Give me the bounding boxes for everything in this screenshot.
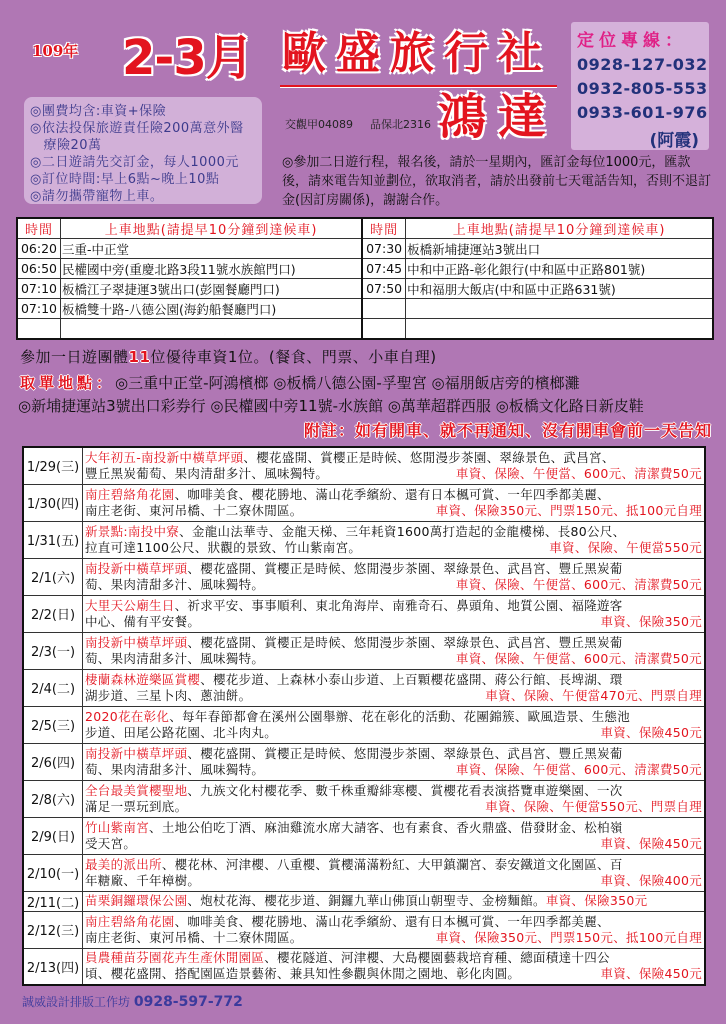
hotline-phone-3[interactable]: 0933-601-976 bbox=[577, 103, 708, 122]
hotline-phone-1[interactable]: 0928-127-032 bbox=[577, 55, 708, 74]
hotline-phone-2[interactable]: 0932-805-553 bbox=[577, 79, 708, 98]
trip-row bbox=[23, 911, 705, 948]
trip-title: 南投新中橫草坪頭 bbox=[85, 745, 188, 761]
trip-description bbox=[83, 669, 706, 706]
trip-date: 2/1(六) bbox=[23, 558, 83, 595]
two-day-notice: ◎參加二日遊行程，報名後，請於一星期內，匯訂金每位1000元，匯款後，請來電告知並劃位，欲取消者，請於出發前七天電話告知，否則不退訂金(因訂房關係)，謝謝合作。 bbox=[282, 155, 712, 208]
trip-title: 南庄碧絡角花園 bbox=[85, 486, 175, 502]
trip-row bbox=[23, 743, 705, 780]
year-label: 109年 bbox=[32, 42, 79, 60]
trip-desc-line1: 、祈求平安、事事順利、東北角海岸、南雅奇石、鼻頭角、地質公園、福隆遊客 bbox=[174, 597, 623, 613]
pickup-location bbox=[61, 319, 363, 340]
trip-description bbox=[83, 558, 706, 595]
trip-row bbox=[23, 669, 705, 706]
pickup-row bbox=[17, 279, 713, 299]
pickup-time bbox=[17, 319, 61, 340]
trip-row bbox=[23, 521, 705, 558]
trip-title: 全台最美賞櫻聖地 bbox=[85, 782, 188, 798]
designer-name: 誠威設計排版工作坊 bbox=[22, 995, 131, 1009]
trip-desc-line2: 中心、備有平安餐。 bbox=[85, 613, 201, 629]
trip-desc-line2: 受天宮。 bbox=[85, 835, 137, 851]
trip-title: 新景點:南投中寮 bbox=[85, 523, 180, 539]
trip-desc-line2: 頃、櫻花盛開、搭配園區造景藝術、兼具知性參觀與休閒之園地、彰化肉圓。 bbox=[85, 966, 521, 982]
trip-price: 車資、保險、午便當550元 bbox=[549, 539, 702, 555]
brand-name: 鴻達 bbox=[438, 89, 559, 145]
ticket-points-text: ◎三重中正堂-阿鴻檳榔 ◎板橋八德公園-孚聖宮 ◎福朋飯店旁的檳榔灘 bbox=[115, 374, 580, 392]
trip-date: 2/13(四) bbox=[23, 948, 83, 985]
note-line: ◎訂位時間:早上6點~晚上10點 bbox=[30, 172, 220, 187]
trip-desc-line1: 、櫻花盛開、賞櫻正是時候、悠閒漫步茶園、翠綠景色、武昌宮、豐丘黑炭葡 bbox=[187, 560, 623, 576]
pickup-time bbox=[362, 319, 406, 340]
trip-title: 員農種苗芬園花卉生產休閒園區 bbox=[85, 950, 265, 966]
trip-title: 南投新中橫草坪頭 bbox=[85, 560, 188, 576]
pickup-row bbox=[17, 239, 713, 259]
trip-date: 2/10(一) bbox=[23, 854, 83, 891]
fee-notes-box bbox=[24, 97, 262, 204]
pickup-time bbox=[362, 299, 406, 319]
trip-description bbox=[83, 817, 706, 854]
trip-row bbox=[23, 948, 705, 985]
remark-notice: 附註：如有開車、就不再通知、沒有開車會前一天告知 bbox=[303, 421, 712, 440]
trip-desc-line2: 萄、果肉清甜多汁、風味獨特。 bbox=[85, 576, 265, 592]
trip-row bbox=[23, 632, 705, 669]
pickup-header-row bbox=[17, 218, 713, 239]
trip-description bbox=[83, 891, 706, 911]
trip-desc-line1: 、炮杖花海、櫻花步道、銅鑼九華山佛頂山朝聖寺、金榜麵館。 bbox=[187, 893, 546, 908]
trip-price: 車資、保險450元 bbox=[600, 724, 702, 740]
trip-desc-line1: 、櫻花隧道、河津櫻、大島櫻園藝栽培育種、總面積達十四公 bbox=[264, 950, 610, 966]
trip-description bbox=[83, 595, 706, 632]
trip-date: 2/5(三) bbox=[23, 706, 83, 743]
designer-phone: 0928-597-772 bbox=[133, 994, 243, 1010]
trip-desc-line1: 、金龍山法華寺、金龍天梯、三年耗資1600萬打造起的金龍樓梯、長80公尺、 bbox=[179, 523, 626, 539]
trip-desc-line2: 南庄老街、東河吊橋、十二寮休閒區。 bbox=[85, 502, 303, 518]
trip-title: 南投新中橫草坪頭 bbox=[85, 634, 188, 650]
trip-date: 1/31(五) bbox=[23, 521, 83, 558]
trip-row bbox=[23, 447, 705, 484]
license-tourism: 交觀甲04089 bbox=[285, 118, 353, 131]
trip-desc-line2: 萄、果肉清甜多汁、風味獨特。 bbox=[85, 761, 265, 777]
trip-price: 車資、保險、午便當470元、門票自理 bbox=[485, 687, 702, 703]
trip-description bbox=[83, 743, 706, 780]
trip-description bbox=[83, 911, 706, 948]
pickup-time: 07:45 bbox=[362, 259, 406, 279]
pickup-schedule-table bbox=[16, 217, 714, 340]
ticket-points-line-2: ◎新埔捷運站3號出口彩券行 ◎民權國中旁11號-水族館 ◎萬華超群西服 ◎板橋文化路日新皮鞋 bbox=[18, 397, 644, 415]
trip-description bbox=[83, 706, 706, 743]
trip-row bbox=[23, 854, 705, 891]
offer-count: 11 bbox=[128, 348, 151, 366]
trip-title: 最美的派出所 bbox=[85, 856, 162, 872]
trip-price: 車資、保險450元 bbox=[600, 966, 702, 982]
pickup-time: 07:50 bbox=[362, 279, 406, 299]
designer-credit bbox=[22, 993, 243, 1010]
col-time: 時間 bbox=[17, 218, 61, 239]
trip-row bbox=[23, 558, 705, 595]
pickup-location bbox=[406, 319, 713, 340]
trip-date: 1/30(四) bbox=[23, 484, 83, 521]
trip-desc-line2: 湖步道、三星卜肉、蔥油餅。 bbox=[85, 687, 252, 703]
trip-price: 車資、保險350元 bbox=[545, 893, 648, 908]
pickup-location: 板橋雙十路-八德公園(海釣船餐廳門口) bbox=[61, 299, 363, 319]
trip-row bbox=[23, 595, 705, 632]
trip-title: 竹山紫南宮 bbox=[85, 819, 150, 835]
agency-name: 歐盛旅行社 bbox=[282, 28, 552, 79]
offer-prefix: 參加一日遊團體 bbox=[20, 348, 129, 366]
trip-description bbox=[83, 521, 706, 558]
trip-row bbox=[23, 817, 705, 854]
hotline-box bbox=[571, 22, 709, 150]
trip-date: 2/3(一) bbox=[23, 632, 83, 669]
pickup-location: 民權國中旁(重慶北路3段11號水族館門口) bbox=[61, 259, 363, 279]
trip-date: 2/8(六) bbox=[23, 780, 83, 817]
note-line: 療險20萬 bbox=[30, 138, 102, 153]
trip-desc-line2: 拉直可達1100公尺、狀觀的景致、竹山紫南宮。 bbox=[85, 539, 362, 555]
pickup-row bbox=[17, 299, 713, 319]
trip-desc-line2: 滿足一票玩到底。 bbox=[85, 798, 188, 814]
trip-desc-line2: 步道、田尾公路花園、北斗肉丸。 bbox=[85, 724, 278, 740]
trip-desc-line2: 萄、果肉清甜多汁、風味獨特。 bbox=[85, 650, 265, 666]
trip-price: 車資、保險、午便當、600元、清潔費50元 bbox=[455, 761, 702, 777]
pickup-time: 07:10 bbox=[17, 279, 61, 299]
ticket-points-line-1 bbox=[20, 372, 580, 393]
hotline-contact: (阿霞) bbox=[649, 131, 699, 151]
trip-desc-line1: 、櫻花林、河津櫻、八重櫻、賞櫻滿滿粉紅、大甲鎮瀾宮、泰安鐵道文化園區、百 bbox=[161, 856, 623, 872]
trip-date: 2/11(二) bbox=[23, 891, 83, 911]
trip-title: 南庄碧絡角花園 bbox=[85, 913, 175, 929]
license-quality: 品保北2316 bbox=[370, 118, 431, 131]
trip-price: 車資、保險、午便當、600元、清潔費50元 bbox=[455, 576, 702, 592]
col-location: 上車地點(請提早10分鐘到達候車) bbox=[61, 218, 363, 239]
trip-row bbox=[23, 780, 705, 817]
note-line: ◎團費均含:車資+保險 bbox=[30, 104, 167, 119]
col-location: 上車地點(請提早10分鐘到達候車) bbox=[406, 218, 713, 239]
hotline-title: 定位專線： bbox=[577, 31, 687, 51]
trip-date: 2/12(三) bbox=[23, 911, 83, 948]
trip-desc-line1: 、咖啡美食、櫻花勝地、滿山花季繽紛、還有日本楓可賞、一年四季都美麗、 bbox=[174, 913, 610, 929]
trip-price: 車資、保險350元 bbox=[600, 613, 702, 629]
pickup-row bbox=[17, 259, 713, 279]
trip-date: 2/4(二) bbox=[23, 669, 83, 706]
pickup-location: 三重-中正堂 bbox=[61, 239, 363, 259]
trip-title: 苗栗銅鑼環保公園 bbox=[85, 893, 188, 908]
trip-price: 車資、保險、午便當、600元、清潔費50元 bbox=[455, 465, 702, 481]
note-line: ◎二日遊請先交訂金，每人1000元 bbox=[30, 155, 239, 170]
trip-description bbox=[83, 632, 706, 669]
trip-desc-line2: 豐丘黑炭葡萄、果肉清甜多汁、風味獨特。 bbox=[85, 465, 329, 481]
trip-price: 車資、保險350元、門票150元、抵100元自理 bbox=[435, 502, 702, 518]
trip-desc-line2: 年糖廠、千年樟樹。 bbox=[85, 872, 201, 888]
trip-price: 車資、保險、午便當、600元、清潔費50元 bbox=[455, 650, 702, 666]
note-line: ◎依法投保旅遊責任險200萬意外醫 bbox=[30, 121, 244, 136]
trip-desc-line1: 、櫻花盛開、賞櫻正是時候、悠閒漫步茶園、翠綠景色、武昌宮、豐丘黑炭葡 bbox=[187, 745, 623, 761]
trip-description bbox=[83, 484, 706, 521]
pickup-time: 07:30 bbox=[362, 239, 406, 259]
trip-date: 2/9(日) bbox=[23, 817, 83, 854]
group-offer bbox=[20, 346, 437, 367]
trip-description bbox=[83, 447, 706, 484]
trip-title: 大里天公廟生日 bbox=[85, 597, 175, 613]
col-time: 時間 bbox=[362, 218, 406, 239]
trip-price: 車資、保險450元 bbox=[600, 835, 702, 851]
trip-description bbox=[83, 948, 706, 985]
trip-price: 車資、保險、午便當550元、門票自理 bbox=[485, 798, 702, 814]
pickup-time: 06:20 bbox=[17, 239, 61, 259]
note-line: ◎請勿攜帶寵物上車。 bbox=[30, 189, 164, 204]
month-title: 2-3月 bbox=[122, 30, 253, 86]
trip-desc-line1: 、咖啡美食、櫻花勝地、滿山花季繽紛、還有日本楓可賞、一年四季都美麗、 bbox=[174, 486, 610, 502]
pickup-time: 06:50 bbox=[17, 259, 61, 279]
trip-desc-line1: 、每年春節都會在溪州公園舉辦、花在彰化的活動、花團錦簇、歐風造景、生態池 bbox=[169, 708, 631, 724]
trip-row bbox=[23, 891, 705, 911]
trip-row bbox=[23, 484, 705, 521]
offer-suffix: 位優待車資1位。(餐食、門票、小車自理) bbox=[150, 348, 437, 366]
pickup-location: 中和中正路-彰化銀行(中和區中正路801號) bbox=[406, 259, 713, 279]
pickup-location: 中和福朋大飯店(中和區中正路631號) bbox=[406, 279, 713, 299]
trip-date: 2/2(日) bbox=[23, 595, 83, 632]
trip-date: 1/29(三) bbox=[23, 447, 83, 484]
pickup-location: 板橋江子翠捷運3號出口(彭園餐廳門口) bbox=[61, 279, 363, 299]
trip-price: 車資、保險350元、門票150元、抵100元自理 bbox=[435, 929, 702, 945]
pickup-location bbox=[406, 299, 713, 319]
trip-desc-line1: 、櫻花盛開、賞櫻正是時候、悠閒漫步茶園、翠綠景色、武昌宮、 bbox=[243, 449, 615, 465]
ticket-points-label: 取單地點： bbox=[20, 374, 116, 392]
trip-description bbox=[83, 780, 706, 817]
trip-row bbox=[23, 706, 705, 743]
trip-desc-line1: 、櫻花盛開、賞櫻正是時候、悠閒漫步茶園、翠綠景色、武昌宮、豐丘黑炭葡 bbox=[187, 634, 623, 650]
pickup-row bbox=[17, 319, 713, 340]
trip-desc-line2: 南庄老街、東河吊橋、十二寮休閒區。 bbox=[85, 929, 303, 945]
pickup-location: 板橋新埔捷運站3號出口 bbox=[406, 239, 713, 259]
trip-description bbox=[83, 854, 706, 891]
trip-date: 2/6(四) bbox=[23, 743, 83, 780]
trip-title: 2020花在彰化 bbox=[85, 708, 170, 724]
trip-schedule-table bbox=[22, 446, 706, 986]
trip-title: 棲蘭森林遊樂區賞櫻 bbox=[85, 671, 201, 687]
trip-desc-line1: 、九族文化村櫻花季、數千株重瓣緋寒櫻、賞櫻花看表演搭覽車遊樂園、一次 bbox=[187, 782, 623, 798]
trip-price: 車資、保險400元 bbox=[600, 872, 702, 888]
trip-title: 大年初五-南投新中橫草坪頭 bbox=[85, 449, 244, 465]
pickup-time: 07:10 bbox=[17, 299, 61, 319]
trip-desc-line1: 、櫻花步道、上森林小泰山步道、上百顆櫻花盛開、蔣公行館、長埤湖、環 bbox=[200, 671, 623, 687]
trip-desc-line1: 、土地公伯吃丁酒、麻油雞流水席大請客、也有素食、香火鼎盛、借發財金、松柏嶺 bbox=[149, 819, 623, 835]
